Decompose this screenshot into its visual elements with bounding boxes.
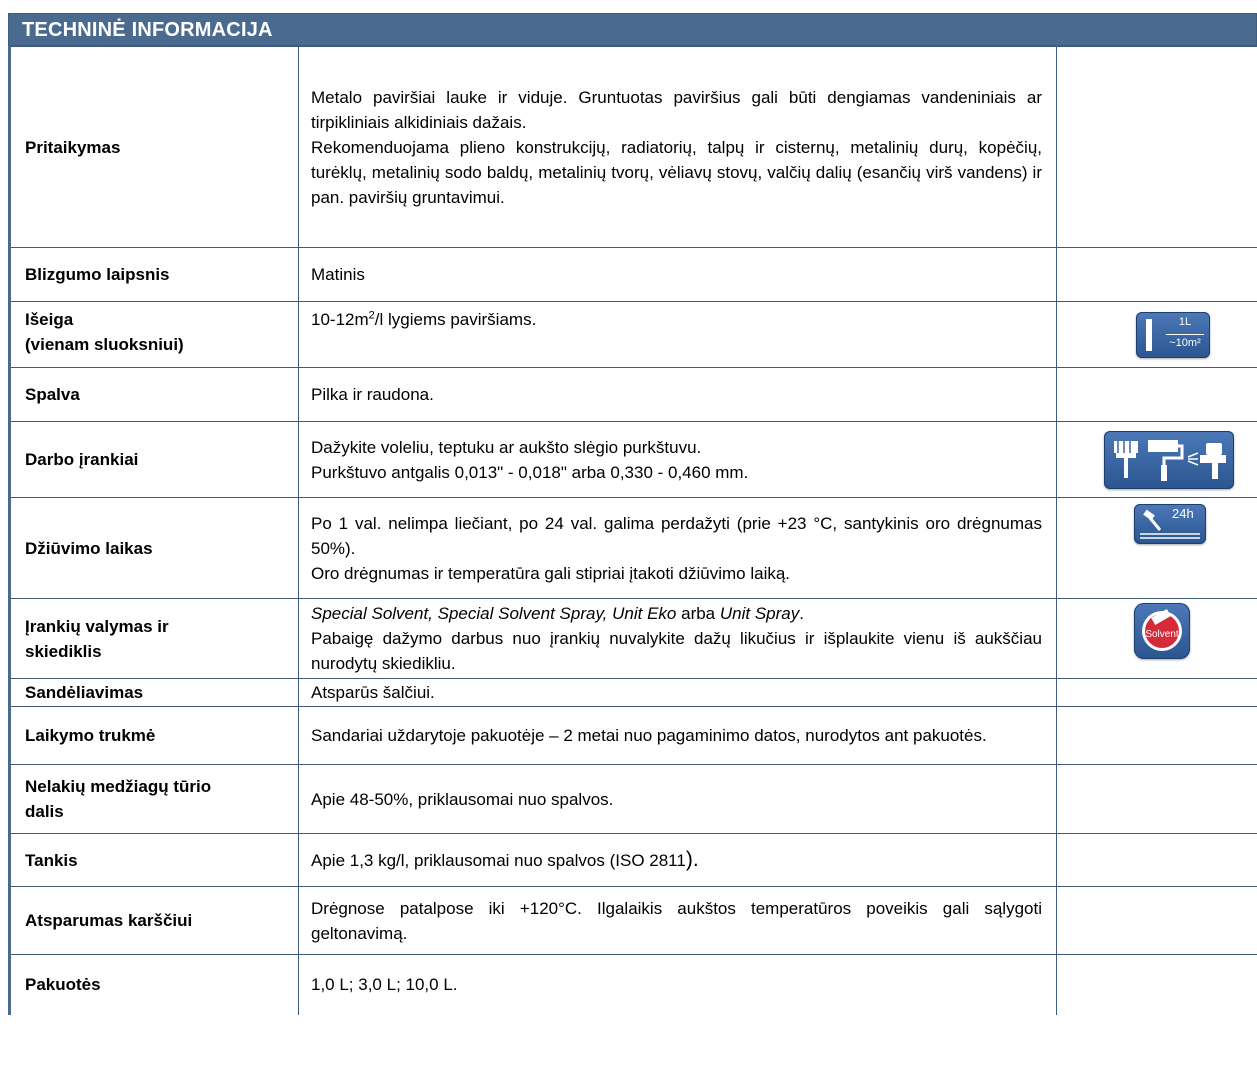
table-row [10,422,1257,498]
row-value [299,422,1057,498]
row-icon-cell [1057,302,1257,368]
row-icon-cell [1057,422,1257,498]
row-label [10,834,299,887]
row-value [299,248,1057,302]
table-row [10,707,1257,765]
row-label-text: Pakuotės [25,975,101,995]
row-icon-cell [1057,834,1257,887]
row-label-text: Tankis [25,850,78,870]
row-value-line: Drėgnose patalpose iki +120°C. Ilgalaikis aukštos temperatūros poveikis gali sąlygoti geltonavimą. [311,898,1042,943]
coverage-icon: $\frac{1L}{\text{\textasciitilde{}10m²}}$ [1136,312,1210,358]
row-label-text: dalis [25,802,64,821]
row-label [10,47,299,248]
row-label [10,422,299,498]
solvent-products-line: Special Solvent, Special Solvent Spray, Unit Eko arba Unit Spray. [311,604,804,623]
section-header [8,13,1257,46]
row-label-text: skiediklis [25,641,102,661]
row-label-text: Nelakių medžiagų tūrio [25,777,212,796]
row-value [299,834,1057,887]
row-label-text: Darbo įrankiai [25,450,139,469]
table-row [10,599,1257,679]
row-label-text: Įrankių valymas ir [25,616,169,636]
section-title: TECHNINĖ INFORMACIJA [22,19,273,41]
row-value-line: Po 1 val. nelimpa liečiant, po 24 val. galima perdažyti (prie +23 °C, santykinis oro drėgnumas 50%). [311,513,1042,558]
row-value [299,599,1057,679]
row-icon-cell [1057,47,1257,248]
row-label [10,368,299,422]
brush-roller-spray-icon [1104,431,1234,489]
row-icon-cell [1057,707,1257,765]
row-label [10,707,299,765]
row-value [299,887,1057,955]
row-value-line: 1,0 L; 3,0 L; 10,0 L. [311,975,458,995]
row-icon-cell [1057,599,1257,679]
table-row [10,368,1257,422]
row-value-line: Metalo paviršiai lauke ir viduje. Gruntuotas paviršius gali būti dengiamas vandeniniais ar tirpikliniais alkidiniais dažais. [311,87,1042,132]
table-row [10,955,1257,1015]
row-label-text: Spalva [25,385,80,404]
row-label [10,498,299,599]
row-value-line: Matinis [311,265,365,284]
row-label [10,887,299,955]
row-value-line: Sandariai uždarytoje pakuotėje – 2 metai nuo pagaminimo datos, nurodytos ant pakuotės. [311,726,987,745]
row-icon-cell [1057,248,1257,302]
row-label [10,765,299,834]
row-value [299,498,1057,599]
row-value-line: Apie 48-50%, priklausomai nuo spalvos. [311,789,614,809]
row-label-text: Sandėliavimas [25,683,144,702]
row-value [299,302,1057,368]
row-label-text: Atsparumas karščiui [25,911,193,930]
row-icon-cell [1057,679,1257,707]
table-row [10,47,1257,248]
row-value-line: Oro drėgnumas ir temperatūra gali stipriai įtakoti džiūvimo laiką. [311,563,791,583]
row-value [299,679,1057,707]
row-label [10,248,299,302]
row-label-text: Džiūvimo laikas [25,538,153,558]
row-value-line: Rekomenduojama plieno konstrukcijų, radiatorių, talpų ir cisternų, metalinių durų, kopėčių, turėklų, metalinių sodo baldų, metalinių tvorų, vėliavų stovų, valčių dalių (esančių virš vandens) ir pan. paviršių gruntavimui. [311,137,1042,207]
row-label [10,679,299,707]
row-value-line: Purkštuvo antgalis 0,013" - 0,018" arba 0,330 - 0,460 mm. [311,462,749,482]
row-value [299,707,1057,765]
table-row [10,498,1257,599]
row-label-text: Blizgumo laipsnis [25,265,170,284]
row-value-line: Dažykite voleliu, teptuku ar aukšto slėgio purkštuvu. [311,437,702,457]
row-label-text: Išeiga [25,310,74,329]
row-label [10,955,299,1015]
drying-time-icon: 24h [1134,504,1206,544]
row-value-line: Atsparūs šalčiui. [311,683,435,702]
row-icon-cell [1057,368,1257,422]
density-value: Apie 1,3 kg/l, priklausomai nuo spalvos (ISO 2811). [311,848,699,871]
coverage-value: $10-12m^2/l$ lygiems paviršiams. [311,309,537,329]
row-label [10,599,299,679]
table-row [10,887,1257,955]
row-value [299,47,1057,248]
row-icon-cell [1057,498,1257,599]
row-value-line: Pabaigę dažymo darbus nuo įrankių nuvalykite dažų likučius ir išplaukite vienu iš aukščiau nurodytų skiedikliu. [311,629,1042,673]
technical-info-table [8,46,1257,1015]
table-row [10,834,1257,887]
table-row [10,765,1257,834]
table-row [10,302,1257,368]
row-icon-cell [1057,765,1257,834]
row-value [299,955,1057,1015]
table-row [10,679,1257,707]
row-icon-cell [1057,955,1257,1015]
row-label-text: (vienam sluoksniui) [25,335,184,354]
row-label [10,302,299,368]
row-icon-cell [1057,887,1257,955]
row-value-line: Pilka ir raudona. [311,385,434,404]
row-label-text: Laikymo trukmė [25,726,156,745]
row-value [299,765,1057,834]
table-row [10,248,1257,302]
solvent-icon: Solvent [1134,603,1190,659]
row-label-text: Pritaikymas [25,137,121,157]
row-value [299,368,1057,422]
